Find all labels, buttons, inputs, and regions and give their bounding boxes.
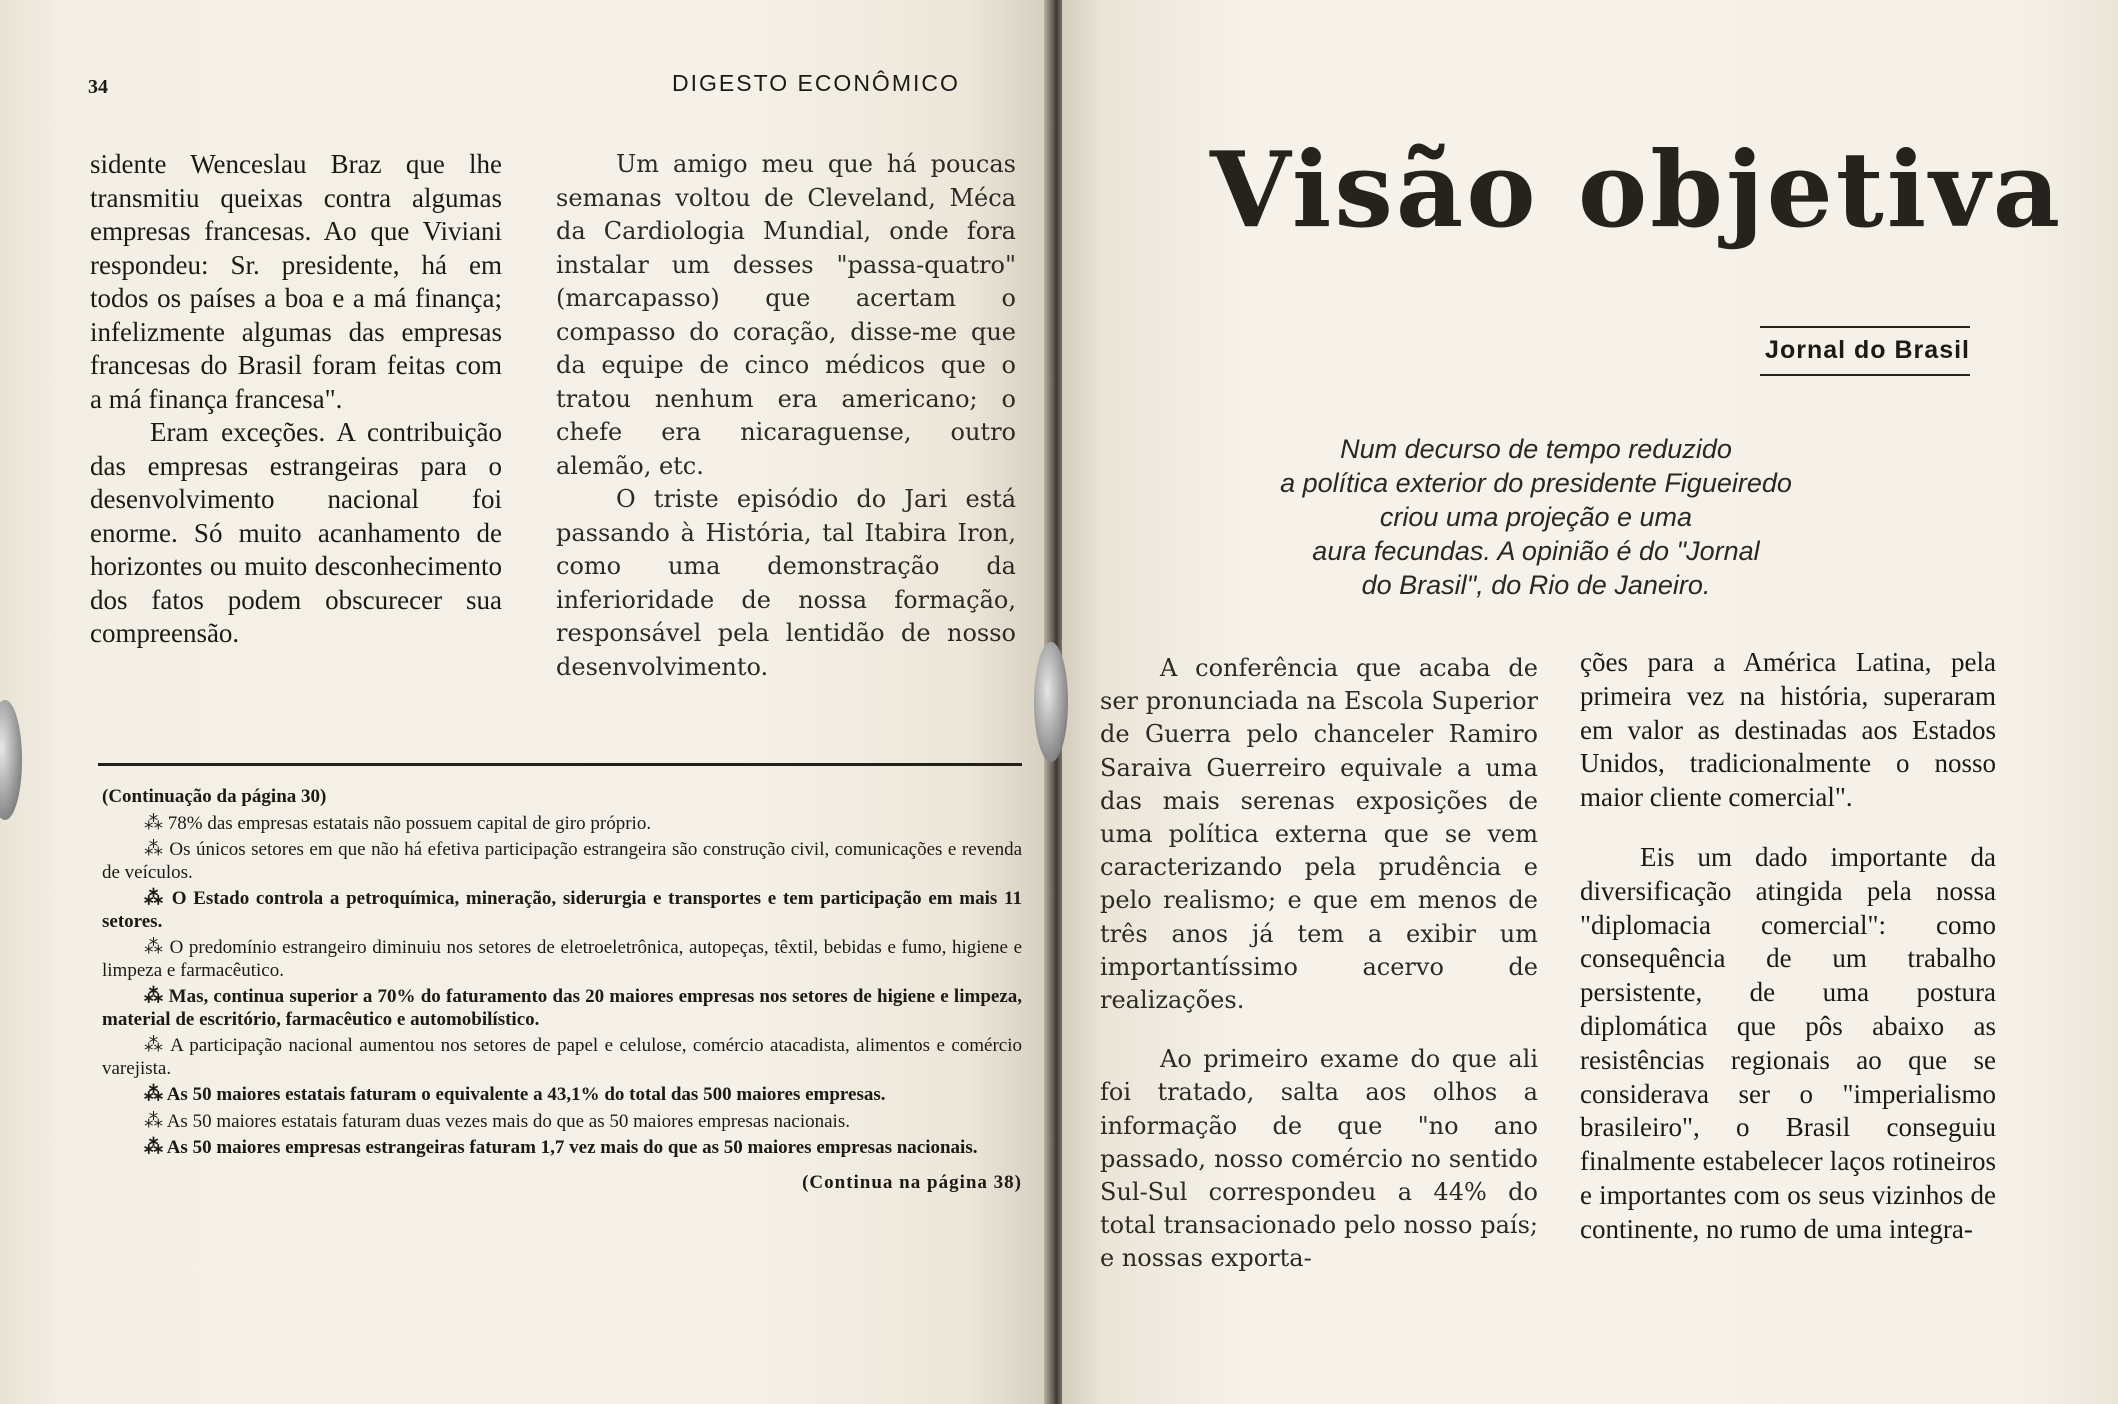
binder-clip-right bbox=[1034, 642, 1068, 762]
footnote-item: ⁂ A participação nacional aumentou nos setores de papel e celulose, comércio atacadista, alimentos e comércio varejista. bbox=[102, 1035, 1023, 1079]
asterism-icon: ⁂ bbox=[144, 1084, 163, 1105]
asterism-icon: ⁂ bbox=[144, 1137, 163, 1158]
asterism-icon: ⁂ bbox=[144, 937, 164, 958]
paragraph: Ao primeiro exame do que ali foi tratado, salta aos olhos a informação de que "no ano passado, nosso comércio no sentido Sul-Sul correspondeu a 44% do total transacionado pelo nosso país; e nossas exporta- bbox=[1100, 1045, 1538, 1273]
paragraph: A conferência que acaba de ser pronunciada na Escola Superior de Guerra pelo chanceler Ramiro Saraiva Guerreiro equivale a uma das mais serenas exposições de uma política externa que se vem caracterizando pela prudência e pelo realismo; e que em menos de três anos já tem a exibir um importantíssimo acervo de realizações. bbox=[1100, 654, 1538, 1015]
footnote-box bbox=[102, 786, 1022, 1198]
footnote-heading: (Continuação da página 30) bbox=[102, 786, 327, 807]
paragraph: ções para a América Latina, pela primeira vez na história, superaram em valor as destinadas aos Estados Unidos, tradicionalmente o nosso maior cliente comercial". bbox=[1580, 647, 1996, 813]
footnote-item: ⁂ As 50 maiores estatais faturam duas vezes mais do que as 50 maiores empresas nacionais. bbox=[144, 1110, 850, 1132]
right-column-1 bbox=[1100, 652, 1538, 1276]
left-column-1 bbox=[90, 148, 502, 651]
right-column-2 bbox=[1580, 646, 1996, 1247]
article-source: Jornal do Brasil bbox=[1765, 336, 1970, 364]
footnote-divider bbox=[98, 763, 1022, 766]
paragraph: sidente Wenceslau Braz que lhe transmitiu queixas contra algumas empresas francesas. Ao que Viviani respondeu: Sr. presidente, há em todos os países a boa e a má finança; infelizmente algumas das empresas francesas do Brasil foram feitas com a má finança francesa". bbox=[90, 149, 502, 414]
page-number: 34 bbox=[88, 76, 108, 98]
article-lede bbox=[1196, 432, 1876, 602]
paragraph: O triste episódio do Jari está passando à História, tal Itabira Iron, como uma demonstração da inferioridade de nossa formação, responsável pela lentidão de nosso desenvolvimento. bbox=[556, 485, 1016, 681]
asterism-icon: ⁂ bbox=[144, 839, 164, 860]
footnote-continuation: (Continua na página 38) bbox=[802, 1171, 1022, 1193]
source-rule-bottom bbox=[1760, 374, 1970, 376]
paragraph: Um amigo meu que há poucas semanas voltou de Cleveland, Méca da Cardiologia Mundial, onde fora instalar um desses "passa-quatro" (marcapasso) que acertam o compasso do coração, disse-me que da equipe de cinco médicos que o tratou nenhum era americano; o chefe era nicaraguense, outro alemão, etc. bbox=[556, 150, 1016, 480]
asterism-icon: ⁂ bbox=[144, 812, 163, 834]
article-title: Visão objetiva bbox=[1210, 128, 2064, 251]
lede-line: do Brasil", do Rio de Janeiro. bbox=[1361, 570, 1711, 600]
lede-line: aura fecundas. A opinião é do "Jornal bbox=[1312, 536, 1760, 566]
binder-clip-left bbox=[0, 700, 22, 820]
running-head: DIGESTO ECONÔMICO bbox=[672, 70, 960, 96]
lede-line: a política exterior do presidente Figueiredo bbox=[1280, 468, 1792, 498]
left-page bbox=[0, 0, 1048, 1404]
paragraph: Eram exceções. A contribuição das empresas estrangeiras para o desenvolvimento nacional foi enorme. Só muito acanhamento de horizontes ou muito desconhecimento dos fatos podem obscurecer sua compreensão. bbox=[90, 417, 502, 648]
paragraph: Eis um dado importante da diversificação atingida pela nossa "diplomacia comercial": como consequência de um trabalho persistente, de uma postura diplomática que pôs abaixo as resistências regionais ao que se considerava ser o "imperialismo brasileiro", o Brasil conseguiu finalmente estabelecer laços rotineiros e importantes com os seus vizinhos de continente, no rumo de uma integra- bbox=[1580, 841, 1996, 1244]
asterism-icon: ⁂ bbox=[144, 1035, 165, 1056]
footnote-item: ⁂ Mas, continua superior a 70% do faturamento das 20 maiores empresas nos setores de higiene e limpeza, material de escritório, farmacêutico e automobilístico. bbox=[102, 986, 1023, 1030]
asterism-icon: ⁂ bbox=[144, 1110, 163, 1132]
footnote-item: ⁂ O Estado controla a petroquímica, mineração, siderurgia e transportes e tem participação em mais 11 setores. bbox=[102, 888, 1022, 932]
footnote-item: ⁂ 78% das empresas estatais não possuem capital de giro próprio. bbox=[144, 812, 652, 834]
footnote-item: ⁂ As 50 maiores estatais faturam o equivalente a 43,1% do total das 500 maiores empresas. bbox=[144, 1084, 886, 1105]
lede-line: Num decurso de tempo reduzido bbox=[1340, 434, 1732, 464]
footnote-item: ⁂ As 50 maiores empresas estrangeiras faturam 1,7 vez mais do que as 50 maiores empresas nacionais. bbox=[144, 1137, 978, 1158]
footnote-item: ⁂ Os únicos setores em que não há efetiva participação estrangeira são construção civil, comunicações e revenda de veículos. bbox=[102, 839, 1023, 883]
footnote-item: ⁂ O predomínio estrangeiro diminuiu nos setores de eletroeletrônica, autopeças, têxtil, bebidas e fumo, higiene e limpeza e farmacêutico. bbox=[102, 937, 1023, 981]
asterism-icon: ⁂ bbox=[144, 986, 164, 1007]
asterism-icon: ⁂ bbox=[144, 888, 165, 909]
left-column-2 bbox=[556, 148, 1016, 684]
lede-line: criou uma projeção e uma bbox=[1379, 502, 1693, 532]
source-rule-top bbox=[1760, 326, 1970, 328]
